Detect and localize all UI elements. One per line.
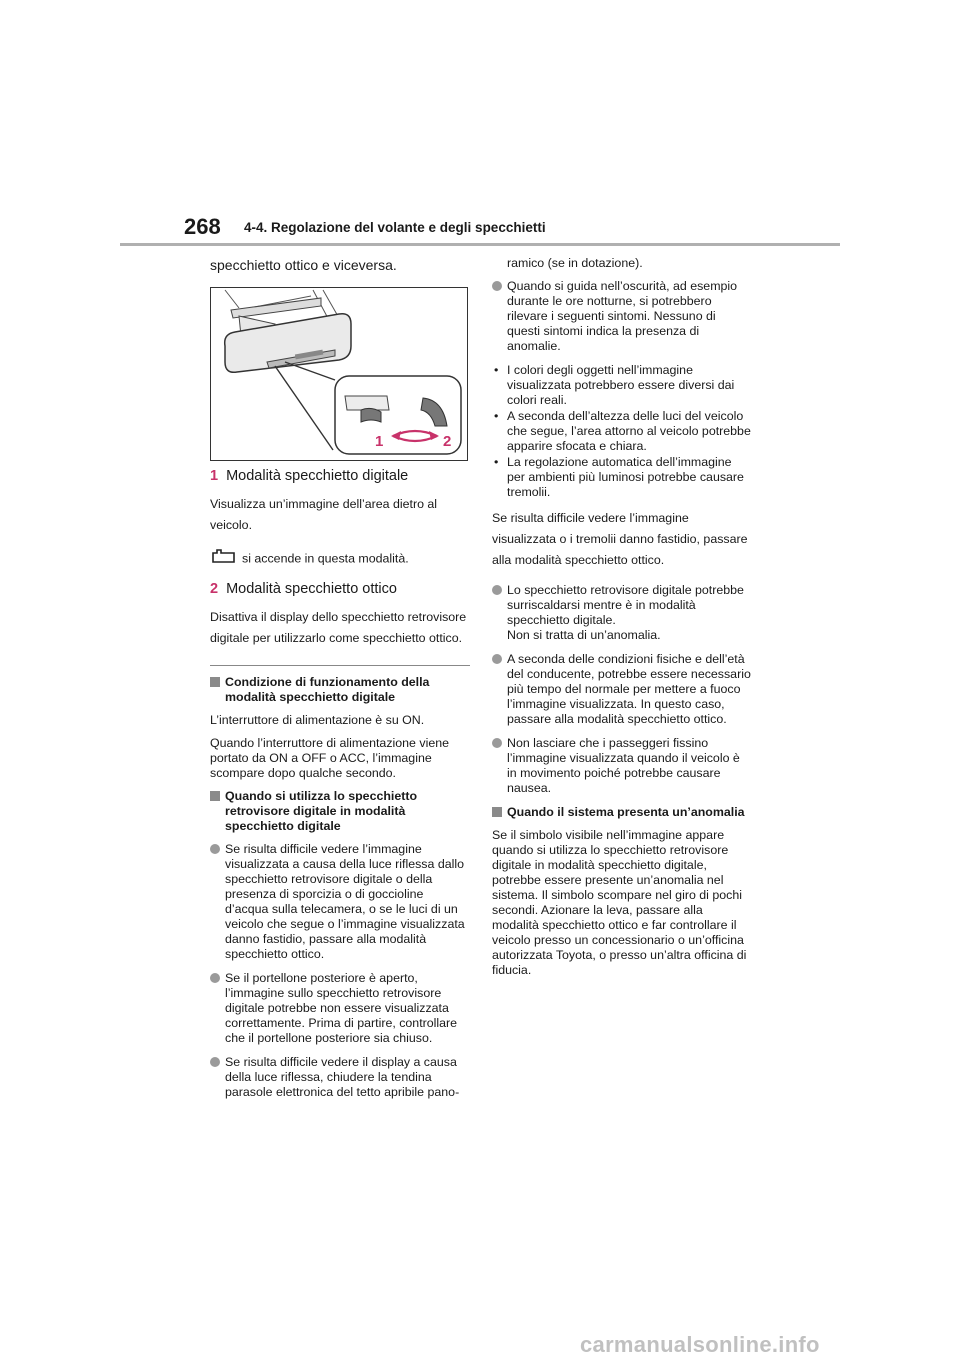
list-item: Lo specchietto retrovisore digitale potrebbe surriscaldarsi mentre è in modalità specchietto digitale. Non si tratta di un’anomalia. [492, 583, 752, 643]
item-1-body: Visualizza un’immagine dell’area dietro al veicolo. [210, 497, 438, 532]
list-item: A seconda delle condizioni fisiche e dell’età del conducente, potrebbe essere necessario più tempo del normale per mettere a fuoco l’immagine visualizzata. In questo caso, passare alla modalità specchietto ottico. [492, 652, 752, 727]
section-divider [210, 665, 470, 666]
item-1-heading [210, 469, 470, 484]
item-2-number: 2 [210, 581, 219, 597]
square-bullet-icon [210, 791, 220, 801]
item-2-body: Disattiva il display dello specchietto retrovisore digitale per utilizzarlo come specchietto ottico. [210, 610, 467, 645]
section-heading-1: Condizione di funzionamento della modalità specchietto digitale [210, 675, 470, 705]
watermark: carmanualsonline.info [580, 1332, 820, 1357]
round-bullet-icon [210, 1057, 220, 1067]
sub-list-item: • La regolazione automatica dell’immagine per ambienti più luminosi potrebbe causare tremolii. [492, 455, 752, 500]
item-2-title: Modalità specchietto ottico [226, 581, 397, 597]
item-1-icon-text: si accende in questa modalità. [242, 551, 409, 566]
after-list-paragraph: Se risulta difficile vedere l’immagine visualizzata o i tremolii danno fastidio, passare alla modalità specchietto ottico. [492, 511, 748, 567]
figure-label-1: 1 [375, 433, 384, 450]
section-heading-2: Quando si utilizza lo specchietto retrovisore digitale in modalità specchietto digitale [210, 789, 470, 834]
header-divider [120, 243, 840, 246]
item-1-icon-line [210, 548, 470, 570]
list-item: Non lasciare che i passeggeri fissino l’immagine visualizzata quando il veicolo è in movimento poiché potrebbe causare nausea. [492, 736, 752, 796]
item-1-number: 1 [210, 468, 219, 484]
item-2-heading [210, 582, 470, 597]
list-item: Se risulta difficile vedere l’immagine visualizzata a causa della luce riflessa dallo specchietto retrovisore digitale o della presenza di sporcizia o di goccioline d’acqua sulla telecamera, o se le luci di un veicolo che segue o l’immagine visualizzata danno fastidio, passare alla modalità specchietto ottico. [210, 842, 470, 962]
section-title: 4-4. Regolazione del volante e degli specchietti [244, 220, 546, 235]
round-bullet-icon [492, 654, 502, 664]
round-bullet-icon [210, 973, 220, 983]
camera-mode-icon [210, 548, 236, 570]
mirror-illustration [210, 287, 468, 461]
figure-label-2: 2 [443, 433, 452, 450]
sub-list-item: • I colori degli oggetti nell’immagine visualizzata potrebbero essere diversi dai colori reali. [492, 363, 752, 408]
list-item: Quando si guida nell’oscurità, ad esempio durante le ore notturne, si potrebbero rilevare i seguenti sintomi. Nessuno di questi sintomi indica la presenza di anomalie. [492, 279, 752, 354]
round-bullet-icon [492, 281, 502, 291]
right-column [492, 256, 752, 986]
item-1-title: Modalità specchietto digitale [226, 468, 409, 484]
round-bullet-icon [492, 585, 502, 595]
page-number: 268 [184, 214, 221, 239]
round-bullet-icon [492, 738, 502, 748]
list-item: Se risulta difficile vedere il display a causa della luce riflessa, chiudere la tendina parasole elettronica del tetto apribile pano- [210, 1055, 470, 1100]
list-item: Se il portellone posteriore è aperto, l’immagine sullo specchietto retrovisore digitale potrebbe non essere visualizzata correttamente. Prima di partire, controllare che il portellone posteriore sia chiuso. [210, 971, 470, 1046]
section-3-body: Se il simbolo visibile nell’immagine appare quando si utilizza lo specchietto retrovisore digitale in modalità specchietto digitale, potrebbe essere presente un’anomalia nel sistema. Il simbolo scompare nel giro di pochi secondi. Azionare la leva, passare alla modalità specchietto ottico e far controllare il veicolo presso un concessionario o un’officina autorizzata Toyota, o presso un’altra officina di fiducia. [492, 828, 747, 977]
lead-text: specchietto ottico e viceversa. [210, 257, 397, 273]
section-1-paragraph-2: Quando l’interruttore di alimentazione viene portato da ON a OFF o ACC, l’immagine scompare dopo qualche secondo. [210, 736, 450, 780]
continuation-text: ramico (se in dotazione). [507, 256, 643, 270]
square-bullet-icon [210, 677, 220, 687]
round-bullet-icon [210, 844, 220, 854]
square-bullet-icon [492, 807, 502, 817]
left-column [210, 256, 470, 1109]
sub-list-item: • A seconda dell’altezza delle luci del veicolo che segue, l’area attorno al veicolo potrebbe apparire sfocata e chiara. [492, 409, 752, 454]
section-heading-3: Quando il sistema presenta un’anomalia [492, 805, 752, 820]
section-1-paragraph-1: L’interruttore di alimentazione è su ON. [210, 713, 425, 727]
